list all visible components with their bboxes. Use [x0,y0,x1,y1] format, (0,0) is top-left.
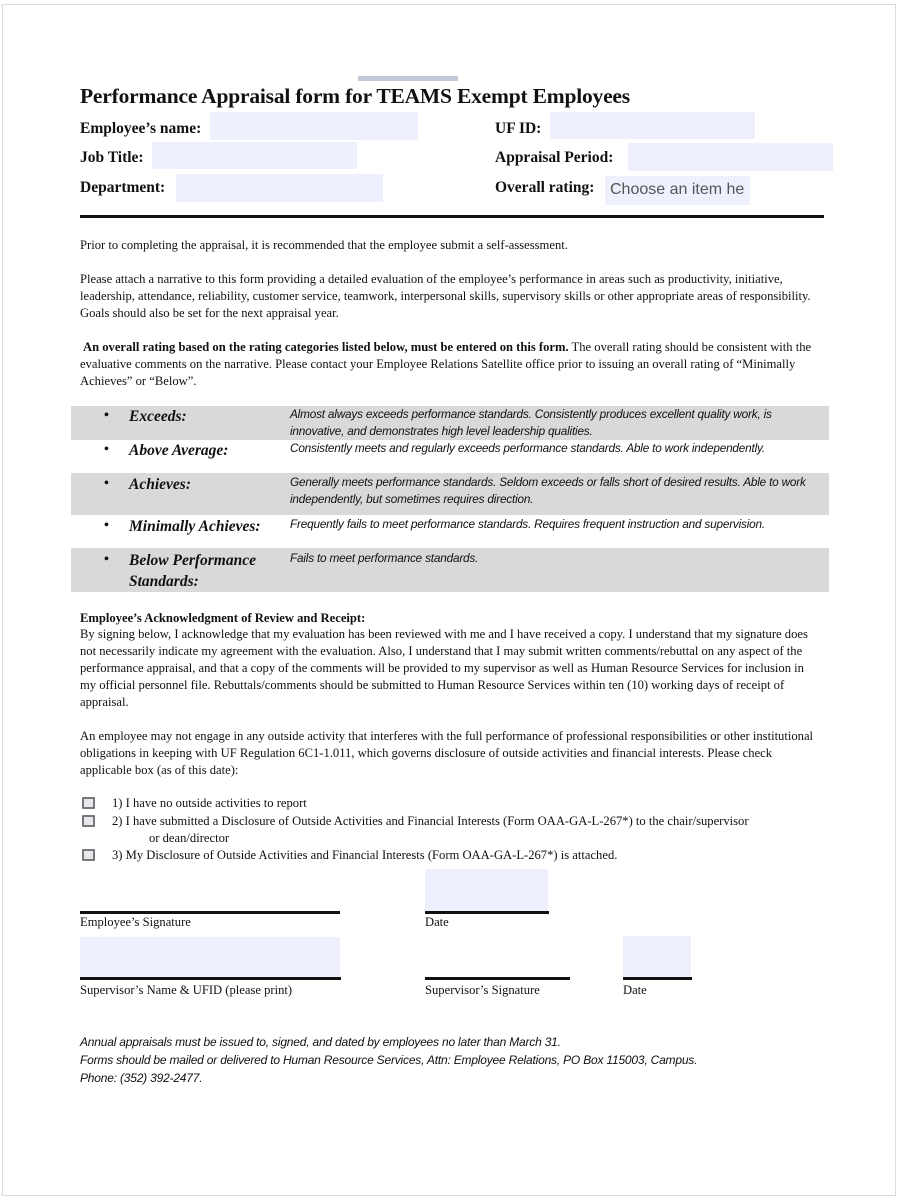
page-title: Performance Appraisal form for TEAMS Exempt Employees [80,84,630,108]
rating-category: Below Performance Standards: [129,552,256,590]
job-title-label: Job Title: [80,149,144,166]
rating-description: Fails to meet performance standards. [290,551,479,565]
checkbox-disclosure-attached[interactable] [82,849,95,861]
acknowledgment-body: By signing below, I acknowledge that my evaluation has been reviewed with me and I have received a copy. I understand that my signature does not necessarily indicate my agreement with the evaluation. Also, I understand that I may submit written comments/rebuttal on any aspect of the performance appraisal, and that a copy of the comments will be provided to my supervisor as well as Human Resource Services for inclusion in my official personnel file. Rebuttals/comments should be submitted to Human Resource Services within ten (10) working days of receipt of appraisal. [80,627,808,709]
bullet-icon: • [104,442,109,457]
header-divider [80,215,824,218]
checkbox-label-2-cont: or dean/director [149,831,230,845]
supervisor-signature-line[interactable] [425,977,570,980]
supervisor-name-line [80,977,341,980]
checkbox-submitted-disclosure[interactable] [82,815,95,827]
bullet-icon: • [104,552,109,567]
job-title-field[interactable] [152,142,357,169]
appraisal-period-label: Appraisal Period: [495,149,614,166]
intro-paragraph-1: Prior to completing the appraisal, it is recommended that the employee submit a self-assessment. [80,238,568,252]
rating-description: Almost always exceeds performance standards. Consistently produces excellent quality work, is innovative, and demonstrates high level leadership qualities. [290,407,772,438]
employee-name-label: Employee’s name: [80,120,202,137]
intro-paragraph-3 [80,339,820,390]
rating-category: Exceeds: [129,408,187,425]
footer-line-1: Annual appraisals must be issued to, signed, and dated by employees no later than March 31. [80,1035,561,1049]
employee-signature-line[interactable] [80,911,340,914]
uf-id-label: UF ID: [495,120,542,137]
footer-line-2: Forms should be mailed or delivered to Human Resource Services, Attn: Employee Relations, PO Box 115003, Campus. [80,1053,698,1067]
checkbox-no-outside-activities[interactable] [82,797,95,809]
department-label: Department: [80,179,166,196]
supervisor-name-label: Supervisor’s Name & UFID (please print) [80,983,293,997]
outside-activity-paragraph: An employee may not engage in any outside activity that interferes with the full performance of professional responsibilities or other institutional obligations in keeping with UF Regulation 6C1-1.011, which governs disclosure of outside activities and financial interests. Please check applicable box (as of this date): [80,729,814,777]
supervisor-date-label: Date [623,983,647,997]
rating-description: Frequently fails to meet performance standards. Requires frequent instruction and supervision. [290,517,765,531]
intro-paragraph-3-rest: The overall rating should be consistent with the evaluative comments on the narrative. Please contact your Employee Relations Satellite office prior to issuing an overall rating of “Minimally Achieves” or “Below”. [80,340,812,388]
employee-signature-label: Employee’s Signature [80,915,191,929]
intro-paragraph-2: Please attach a narrative to this form providing a detailed evaluation of the employee’s performance in areas such as productivity, initiative, leadership, attendance, reliability, customer service, teamwork, interpersonal skills, supervisory skills or other appropriate areas of responsibility. Goals should also be set for the next appraisal year. [80,272,811,320]
employee-name-field[interactable] [210,112,418,140]
overall-rating-dropdown[interactable]: Choose an item he [605,176,750,205]
checkbox-label-3: 3) My Disclosure of Outside Activities and Financial Interests (Form OAA-GA-L-267*) is attached. [112,848,618,862]
employee-date-field[interactable] [425,869,548,911]
overall-rating-label: Overall rating: [495,179,595,196]
supervisor-signature-label: Supervisor’s Signature [425,983,540,997]
department-field[interactable] [176,174,383,202]
acknowledgment-heading: Employee’s Acknowledgment of Review and Receipt: [80,611,366,625]
rating-category: Above Average: [129,442,229,459]
rating-category: Achieves: [129,476,191,493]
header-marker-bar [358,76,458,81]
rating-category: Minimally Achieves: [129,518,261,535]
footer-line-3: Phone: (352) 392-2477. [80,1071,203,1085]
intro-paragraph-3-bold: An overall rating based on the rating categories listed below, must be entered on this form. [83,340,569,354]
bullet-icon: • [104,408,109,423]
employee-date-line [425,911,549,914]
appraisal-period-field[interactable] [628,143,833,171]
rating-description: Generally meets performance standards. Seldom exceeds or falls short of desired results. Able to work independently, but sometimes requires direction. [290,475,806,506]
rating-description: Consistently meets and regularly exceeds performance standards. Able to work independently. [290,441,765,455]
supervisor-name-field[interactable] [80,937,340,977]
supervisor-date-line [623,977,692,980]
bullet-icon: • [104,476,109,491]
uf-id-field[interactable] [550,112,755,139]
employee-date-label: Date [425,915,449,929]
checkbox-label-1: 1) I have no outside activities to report [112,796,307,810]
supervisor-date-field[interactable] [623,936,691,977]
bullet-icon: • [104,518,109,533]
checkbox-label-2: 2) I have submitted a Disclosure of Outside Activities and Financial Interests (Form OAA-GA-L-267*) to the chair/supervisor [112,814,749,828]
